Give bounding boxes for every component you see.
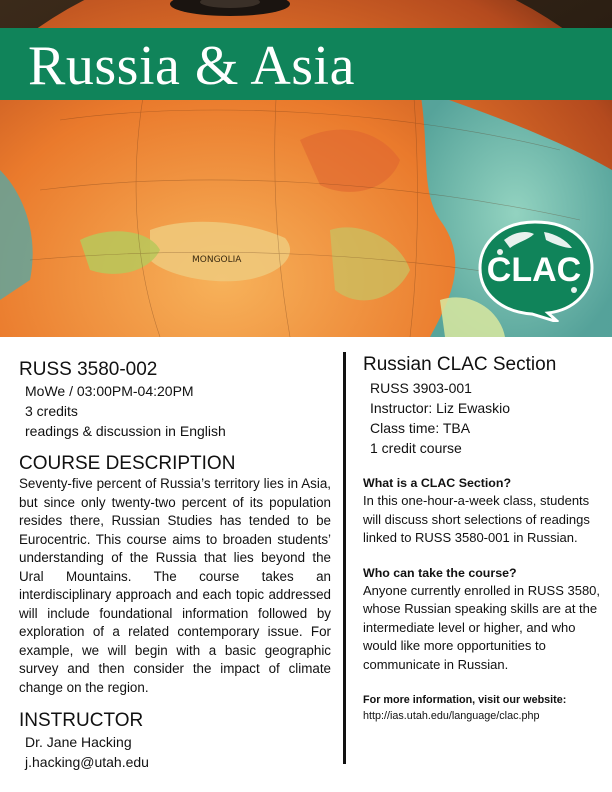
clac-logo-text: CLAC	[486, 251, 582, 289]
clac-column	[363, 353, 603, 724]
page-title: Russia & Asia	[28, 35, 355, 97]
course-schedule: MoWe / 03:00PM-04:20PM	[25, 383, 194, 399]
instructor-heading: INSTRUCTOR	[19, 710, 144, 731]
more-info-text: For more information, visit our website:	[363, 694, 567, 706]
clac-heading: Russian CLAC Section	[363, 354, 557, 375]
description-heading: COURSE DESCRIPTION	[19, 453, 236, 474]
clac-code: RUSS 3903-001	[370, 380, 472, 396]
website-link[interactable]: http://ias.utah.edu/language/clac.php	[363, 710, 540, 722]
clac-instructor: Instructor: Liz Ewaskio	[370, 400, 511, 416]
question-who-can-take: Who can take the course?	[363, 565, 517, 580]
instructor-name: Dr. Jane Hacking	[25, 734, 132, 750]
clac-credits: 1 credit course	[370, 440, 462, 456]
course-code: RUSS 3580-002	[19, 359, 158, 380]
description-text: Seventy-five percent of Russia’s territory lies in Asia, but since only twenty-two percent of its population resides there, Russian Studies has tended to be Eurocentric. This course aims to broaden students’ understanding of the Russia that lies beyond the Ural Mountains. The course takes an interdisciplinary approach and each topic addressed will include foundational information followed by exploration of a related contemporary issue. For example, we will begin with a basic geographic survey and then consider the impact of climate change on the region.	[19, 476, 331, 695]
course-column	[19, 358, 331, 772]
answer-who-can-take: Anyone currently enrolled in RUSS 3580, whose Russian speaking skills are at the intermediate level or higher, and who would like more opportunities to communicate in Russian.	[363, 582, 601, 672]
course-format: readings & discussion in English	[25, 423, 226, 439]
question-what-is-clac: What is a CLAC Section?	[363, 476, 512, 490]
answer-what-is-clac: In this one-hour-a-week class, students will discuss short selections of readings linked to RUSS 3580-001 in Russian.	[363, 493, 590, 545]
instructor-email[interactable]: j.hacking@utah.edu	[25, 754, 149, 770]
mongolia-label: MONGOLIA	[192, 255, 242, 265]
course-credits: 3 credits	[25, 403, 78, 419]
clac-class-time: Class time: TBA	[370, 420, 471, 436]
column-divider	[343, 352, 346, 764]
